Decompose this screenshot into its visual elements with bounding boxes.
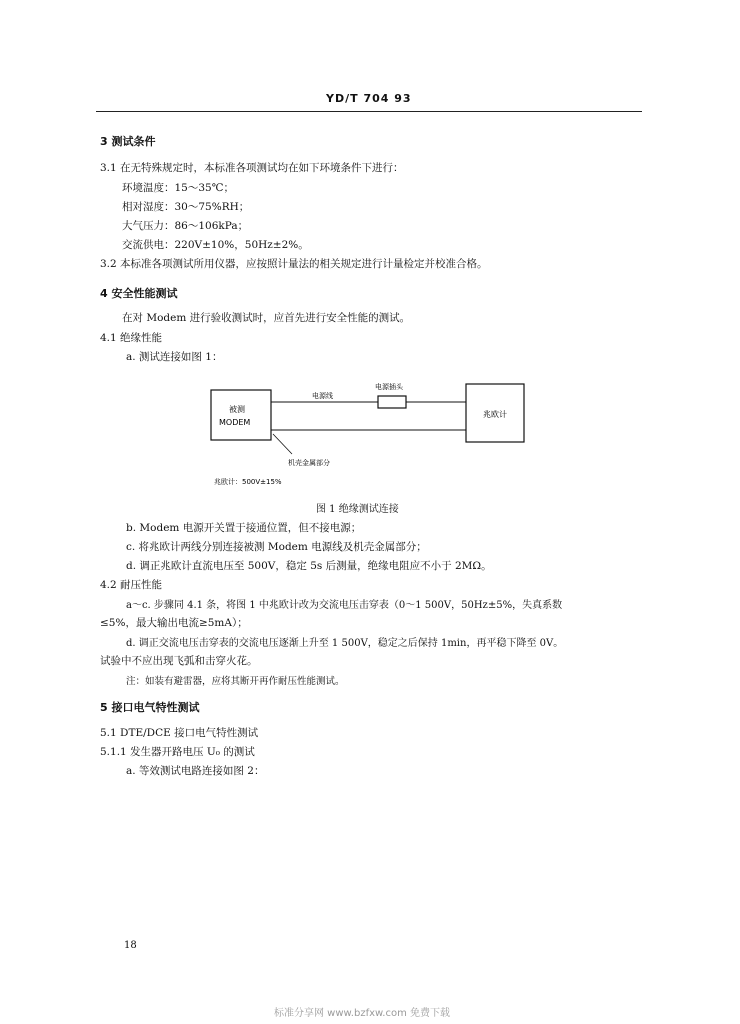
item-4-2-ac-line1: a～c. 步骤同 4.1 条，将图 1 中兆欧计改为交流电压击穿表（0～1 500V，50Hz±5%，失真系数 <box>126 600 563 611</box>
section-5-title: 5 接口电气特性测试 <box>100 701 200 714</box>
page-number: 18 <box>124 940 137 951</box>
case-label: 机壳金属部分 <box>288 459 330 467</box>
note-lightning-arrester: 注：如装有避雷器，应将其断开再作耐压性能测试。 <box>126 676 345 687</box>
power-plug <box>378 396 406 408</box>
env-pressure: 大气压力：86～106kPa； <box>122 220 249 232</box>
insulation-test-diagram <box>200 372 540 490</box>
modem-label-2: MODEM <box>219 418 251 427</box>
env-temperature: 环境温度：15～35℃； <box>122 182 234 194</box>
case-pointer <box>273 434 292 454</box>
standard-code: YD/T 704 93 <box>326 92 412 105</box>
section-3-title: 3 测试条件 <box>100 135 156 148</box>
section-4-title: 4 安全性能测试 <box>100 287 178 300</box>
clause-3-2: 3.2 本标准各项测试所用仪器，应按照计量法的相关规定进行计量检定并校准合格。 <box>100 258 488 270</box>
clause-5-1: 5.1 DTE/DCE 接口电气特性测试 <box>100 727 259 739</box>
item-4-1-b: b. Modem 电源开关置于接通位置，但不接电源； <box>126 522 362 534</box>
modem-label-1: 被测 <box>229 405 245 414</box>
power-cord-label: 电源线 <box>312 392 333 400</box>
env-humidity: 相对湿度：30～75%RH； <box>122 201 250 213</box>
item-5-1-1-a: a. 等效测试电路连接如图 2： <box>126 765 265 777</box>
header-rule <box>96 111 642 112</box>
env-power: 交流供电：220V±10%，50Hz±2%。 <box>122 239 309 251</box>
watermark: 标准分享网 www.bzfxw.com 免费下载 <box>274 1008 450 1019</box>
megohmmeter-label: 兆欧计 <box>483 410 507 419</box>
section-4-intro: 在对 Modem 进行验收测试时，应首先进行安全性能的测试。 <box>122 312 411 324</box>
clause-4-1: 4.1 绝缘性能 <box>100 332 163 344</box>
item-4-1-a: a. 测试连接如图 1： <box>126 351 223 363</box>
item-4-1-d: d. 调正兆欧计直流电压至 500V，稳定 5s 后测量，绝缘电阻应不小于 2MΩ。 <box>126 560 492 572</box>
clause-3-1: 3.1 在无特殊规定时，本标准各项测试均在如下环境条件下进行： <box>100 162 404 174</box>
clause-5-1-1: 5.1.1 发生器开路电压 U₀ 的测试 <box>100 746 255 758</box>
item-4-2-d-line1: d. 调正交流电压击穿表的交流电压逐渐上升至 1 500V，稳定之后保持 1min，再平稳下降至 0V。 <box>126 638 564 649</box>
power-plug-label: 电源插头 <box>375 383 403 391</box>
figure-1-caption: 图 1 绝缘测试连接 <box>316 504 399 515</box>
meter-note: 兆欧计：500V±15% <box>214 478 282 486</box>
clause-4-2: 4.2 耐压性能 <box>100 579 163 591</box>
modem-box <box>211 390 271 440</box>
item-4-2-d-line2: 试验中不应出现飞弧和击穿火花。 <box>100 655 258 667</box>
item-4-1-c: c. 将兆欧计两线分别连接被测 Modem 电源线及机壳金属部分； <box>126 541 427 553</box>
item-4-2-ac-line2: ≤5%，最大输出电流≥5mA）； <box>100 617 248 629</box>
